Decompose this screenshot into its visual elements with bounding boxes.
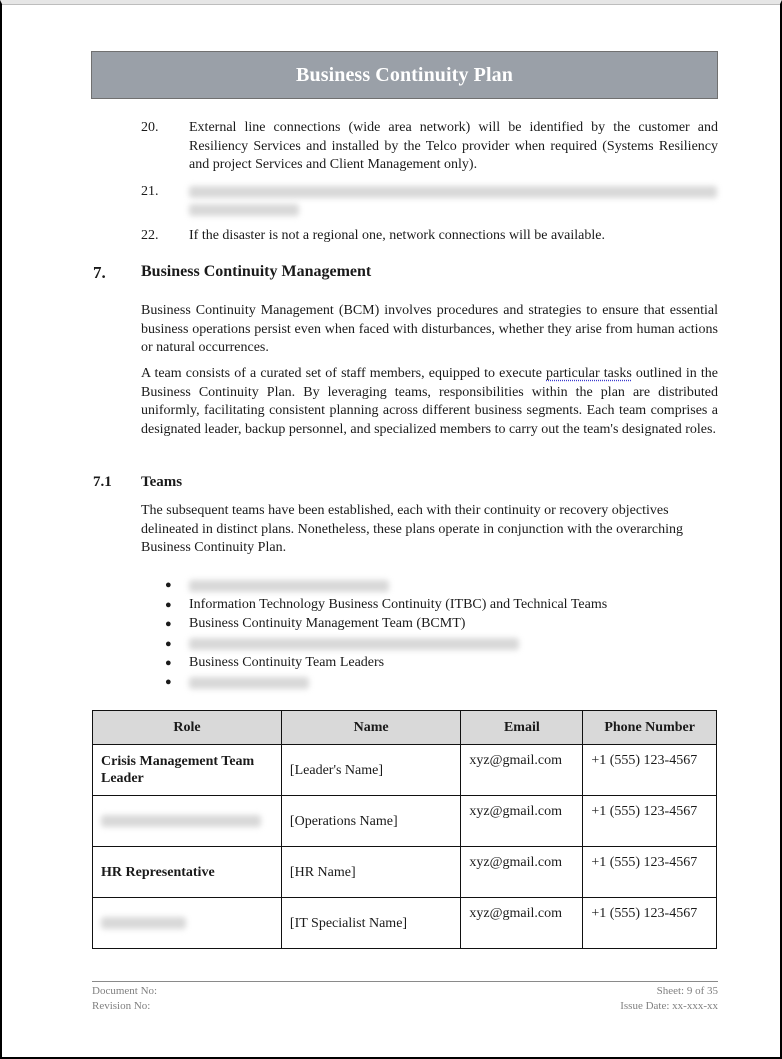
page-footer (92, 981, 718, 1014)
section-title: Business Continuity Management (141, 263, 372, 280)
email-cell: xyz@gmail.com (461, 898, 583, 949)
issue-date: Issue Date: xx-xxx-xx (620, 1000, 718, 1012)
bullet-icon: ● (165, 676, 172, 689)
name-cell: [HR Name] (281, 847, 460, 898)
email-cell: xyz@gmail.com (461, 796, 583, 847)
team-contacts-table (92, 710, 717, 949)
item-number: 21. (141, 184, 159, 199)
role-cell: Crisis Management Team Leader (93, 745, 282, 796)
bullet-icon: ● (165, 618, 172, 631)
phone-cell: +1 (555) 123-4567 (583, 745, 717, 796)
paragraph-text: outlined in the Business Continuity Plan. By leveraging teams, responsibilities within the plan are distributed uniformly, facilitating consistent planning across different business segments. Each team comprises a designated leader, backup personnel, and specialized members to carry out the team's designated roles. (141, 366, 718, 437)
column-header-role: Role (93, 711, 282, 745)
name-cell: [IT Specialist Name] (281, 898, 460, 949)
list-item (165, 654, 607, 673)
teams-bullet-list (165, 576, 607, 692)
role-cell: HR Representative (93, 847, 282, 898)
item-text: If the disaster is not a regional one, network connections will be available. (189, 228, 605, 243)
table-row (93, 745, 717, 796)
column-header-phone: Phone Number (583, 711, 717, 745)
numbered-item (141, 119, 718, 175)
table-row (93, 847, 717, 898)
subsection-title: Teams (141, 474, 183, 490)
bullet-icon: ● (165, 656, 172, 669)
paragraph-text: A team consists of a curated set of staff members, equipped to execute (141, 366, 547, 381)
name-cell: [Operations Name] (281, 796, 460, 847)
redacted-text (189, 677, 309, 689)
bullet-icon: ● (165, 598, 172, 611)
redacted-text (189, 638, 519, 650)
role-cell-redacted (93, 898, 282, 949)
item-number: 20. (141, 120, 159, 135)
list-item-redacted (165, 576, 607, 595)
sheet-number: Sheet: 9 of 35 (656, 985, 718, 997)
document-header-banner (91, 51, 718, 99)
table-row (93, 898, 717, 949)
list-item (165, 595, 607, 614)
list-item-redacted (165, 634, 607, 653)
bullet-icon: ● (165, 579, 172, 592)
grammar-flagged-text[interactable]: particular tasks (546, 366, 632, 381)
list-item-redacted (165, 673, 607, 692)
name-cell: [Leader's Name] (281, 745, 460, 796)
redacted-text (189, 580, 389, 592)
numbered-item (141, 227, 718, 246)
role-cell-redacted (93, 796, 282, 847)
list-item-text: Business Continuity Team Leaders (189, 654, 385, 670)
top-divider (2, 4, 780, 5)
list-item (165, 615, 607, 634)
list-item-text: Information Technology Business Continuity (ITBC) and Technical Teams (189, 596, 608, 612)
column-header-email: Email (461, 711, 583, 745)
email-cell: xyz@gmail.com (461, 745, 583, 796)
redacted-text (189, 183, 718, 220)
section-heading (93, 263, 371, 283)
document-number-label: Document No: (92, 985, 158, 997)
subsection-heading (93, 474, 182, 491)
item-text: External line connections (wide area network) will be identified by the customer and Resiliency Services and installed by the Telco provider when required (Systems Resiliency and project Services and Client Management only). (189, 120, 718, 173)
section-number: 7. (93, 263, 106, 282)
section-paragraph (141, 365, 718, 439)
phone-cell: +1 (555) 123-4567 (583, 898, 717, 949)
revision-number-label: Revision No: (92, 1000, 151, 1012)
phone-cell: +1 (555) 123-4567 (583, 847, 717, 898)
phone-cell: +1 (555) 123-4567 (583, 796, 717, 847)
bullet-icon: ● (165, 637, 172, 650)
column-header-name: Name (281, 711, 460, 745)
table-row (93, 796, 717, 847)
email-cell: xyz@gmail.com (461, 847, 583, 898)
list-item-text: Business Continuity Management Team (BCMT) (189, 616, 466, 632)
document-title: Business Continuity Plan (296, 63, 513, 86)
section-paragraph: Business Continuity Management (BCM) involves procedures and strategies to ensure that essential business operations persist even when faced with disturbances, whether they arise from human actions or natural occurrences. (141, 303, 718, 356)
subsection-number: 7.1 (93, 474, 112, 490)
numbered-item-redacted (141, 183, 718, 220)
item-number: 22. (141, 228, 159, 243)
table-header-row (93, 711, 717, 745)
subsection-paragraph: The subsequent teams have been established, each with their continuity or recovery objectives delineated in distinct plans. Nonetheless, these plans operate in conjunction with the overarching Business Continuity Plan. (141, 503, 683, 556)
